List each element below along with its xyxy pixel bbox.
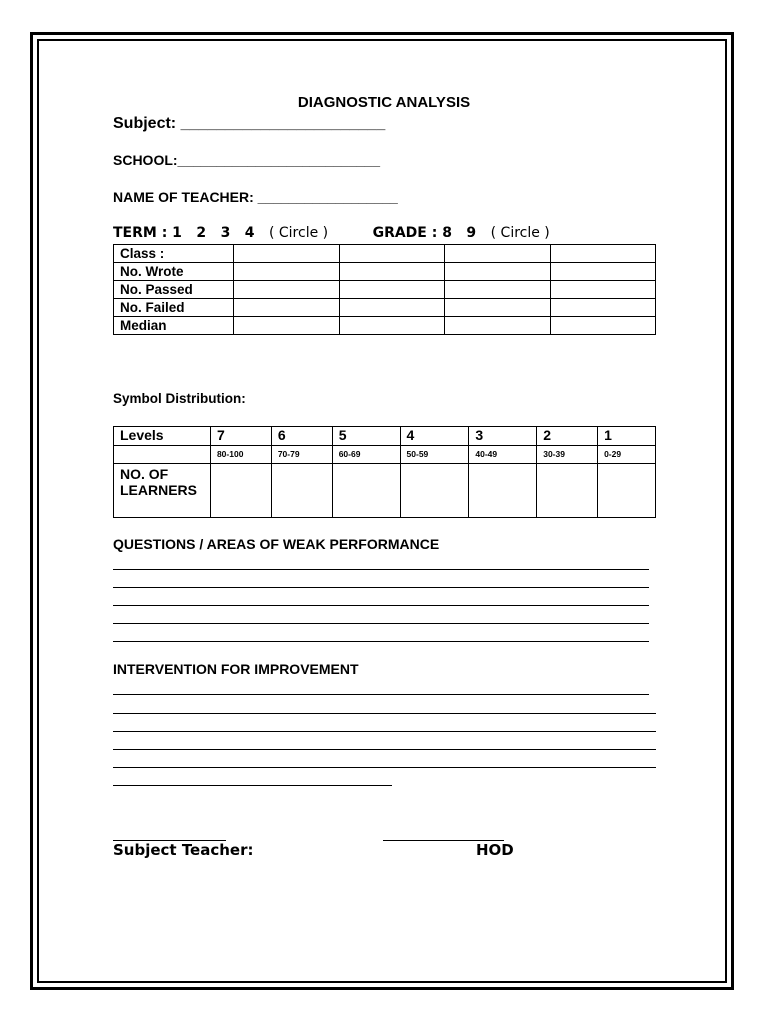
weak-line[interactable] [113,641,649,642]
grade-option-9[interactable]: 9 [466,225,477,241]
ranges-row [114,446,656,464]
subject-teacher-label: Subject Teacher: [113,841,254,859]
table-cell[interactable] [550,263,656,281]
weak-line[interactable] [113,623,649,624]
levels-header: Levels [114,427,211,446]
level-4: 4 [400,427,469,446]
median-row-label: Median [114,317,234,335]
learners-cell[interactable] [400,464,469,518]
range-4: 50-59 [400,446,469,464]
hod-label: HOD [476,841,514,859]
term-circle-note: ( Circle ) [268,225,329,241]
levels-header-row [114,427,656,446]
weak-line[interactable] [113,569,649,570]
level-6: 6 [271,427,332,446]
table-cell[interactable] [550,281,656,299]
learners-cell[interactable] [210,464,271,518]
table-row [114,317,656,335]
range-5: 60-69 [332,446,400,464]
symbol-distribution-heading: Symbol Distribution: [113,391,246,406]
table-row [114,245,656,263]
table-cell[interactable] [339,299,445,317]
teacher-name-field[interactable]: NAME OF TEACHER: __________________ [113,189,398,205]
level-3: 3 [469,427,537,446]
learners-cell[interactable] [332,464,400,518]
table-cell[interactable] [234,263,340,281]
table-cell[interactable] [550,245,656,263]
range-blank-cell [114,446,211,464]
table-cell[interactable] [550,299,656,317]
term-option-4[interactable]: 4 [244,225,255,241]
learners-cell[interactable] [537,464,598,518]
failed-row-label: No. Failed [114,299,234,317]
form-title: DIAGNOSTIC ANALYSIS [297,94,471,111]
table-row [114,281,656,299]
range-6: 70-79 [271,446,332,464]
intervention-line[interactable] [113,713,656,714]
learners-cell[interactable] [271,464,332,518]
intervention-line[interactable] [113,731,656,732]
weak-line[interactable] [113,587,649,588]
table-cell[interactable] [339,245,445,263]
intervention-line[interactable] [113,785,392,786]
subject-field[interactable]: Subject: _______________________ [113,115,386,132]
range-2: 30-39 [537,446,598,464]
learners-row [114,464,656,518]
range-1: 0-29 [598,446,656,464]
learners-cell[interactable] [598,464,656,518]
class-row-label: Class : [114,245,234,263]
table-cell[interactable] [445,245,551,263]
weak-line[interactable] [113,605,649,606]
table-cell[interactable] [234,299,340,317]
term-option-2[interactable]: 2 [196,225,207,241]
weak-performance-heading: QUESTIONS / AREAS OF WEAK PERFORMANCE [113,536,440,552]
table-row [114,299,656,317]
intervention-line[interactable] [113,694,649,695]
table-cell[interactable] [445,281,551,299]
range-3: 40-49 [469,446,537,464]
table-cell[interactable] [550,317,656,335]
table-cell[interactable] [445,317,551,335]
level-5: 5 [332,427,400,446]
table-cell[interactable] [234,281,340,299]
table-cell[interactable] [339,263,445,281]
intervention-heading: INTERVENTION FOR IMPROVEMENT [113,661,359,677]
grade-label[interactable]: GRADE : 8 [372,225,452,241]
class-results-table [113,244,656,335]
level-7: 7 [210,427,271,446]
table-cell[interactable] [339,281,445,299]
symbol-distribution-table [113,426,656,518]
passed-row-label: No. Passed [114,281,234,299]
intervention-line[interactable] [113,749,656,750]
intervention-line[interactable] [113,767,656,768]
table-cell[interactable] [445,263,551,281]
school-field[interactable]: SCHOOL:__________________________ [113,152,380,168]
term-option-3[interactable]: 3 [220,225,231,241]
term-grade-line [113,225,550,241]
table-row [114,263,656,281]
table-cell[interactable] [234,317,340,335]
wrote-row-label: No. Wrote [114,263,234,281]
table-cell[interactable] [339,317,445,335]
term-label[interactable]: TERM : 1 [113,225,182,241]
table-cell[interactable] [445,299,551,317]
range-7: 80-100 [210,446,271,464]
level-1: 1 [598,427,656,446]
level-2: 2 [537,427,598,446]
learners-label: NO. OF LEARNERS [114,464,211,518]
table-cell[interactable] [234,245,340,263]
grade-circle-note: ( Circle ) [490,225,550,241]
learners-cell[interactable] [469,464,537,518]
